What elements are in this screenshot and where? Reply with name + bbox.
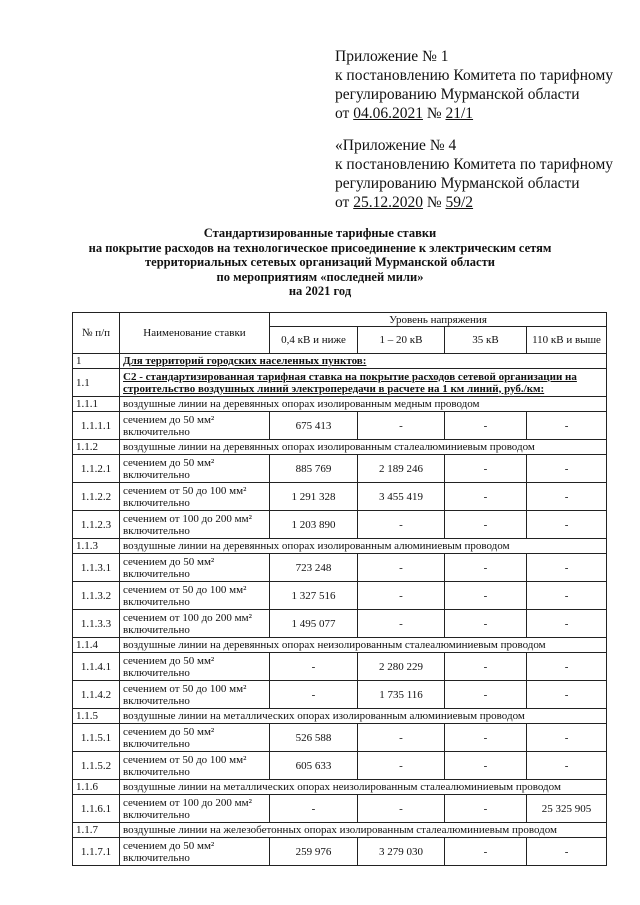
title-line: Стандартизированные тарифные ставки (203, 226, 437, 240)
rate-value-04kv: 885 769 (270, 455, 358, 483)
table-row (73, 610, 607, 638)
rate-num: 1.1.3.2 (73, 582, 120, 610)
header-voltage-04: 0,4 кВ и ниже (270, 327, 358, 354)
rate-num: 1.1.5.1 (73, 724, 120, 752)
rate-value-110kv: - (527, 554, 607, 582)
rate-value-110kv: - (527, 610, 607, 638)
group-num: 1.1.2 (73, 440, 120, 455)
table-row (73, 724, 607, 752)
rate-value-110kv: - (527, 752, 607, 780)
rate-value-04kv: - (270, 795, 358, 823)
group-text: воздушные линии на деревянных опорах изолированным алюминиевым проводом (120, 539, 607, 554)
group-num: 1.1.1 (73, 397, 120, 412)
rate-value-35kv: - (445, 582, 527, 610)
appendix-4-line: к постановлению Комитета по тарифному (335, 156, 614, 173)
tariff-table (72, 312, 607, 866)
rate-value-04kv: - (270, 653, 358, 681)
appendix-4-date: 25.12.2020 (353, 194, 423, 211)
rate-value-04kv: 605 633 (270, 752, 358, 780)
rate-name: сечением от 50 до 100 мм² включительно (120, 752, 270, 780)
document-title (0, 226, 640, 299)
group-num: 1.1.5 (73, 709, 120, 724)
rate-value-04kv: 1 495 077 (270, 610, 358, 638)
rate-name: сечением от 100 до 200 мм² включительно (120, 610, 270, 638)
rate-name: сечением от 50 до 100 мм² включительно (120, 681, 270, 709)
rate-value-04kv: 723 248 (270, 554, 358, 582)
rate-value-110kv: - (527, 511, 607, 539)
rate-value-110kv: - (527, 455, 607, 483)
rate-value-110kv: - (527, 653, 607, 681)
group-num: 1.1.6 (73, 780, 120, 795)
rate-value-04kv: 675 413 (270, 412, 358, 440)
rate-value-110kv: 25 325 905 (527, 795, 607, 823)
table-row (73, 455, 607, 483)
group-row (73, 440, 607, 455)
title-line: на покрытие расходов на технологическое присоединение к электрическим сетям (88, 240, 552, 255)
rate-value-20kv: - (358, 610, 445, 638)
table-row (73, 511, 607, 539)
rate-name: сечением до 50 мм² включительно (120, 653, 270, 681)
rate-value-20kv: 3 455 419 (358, 483, 445, 511)
rate-name: сечением до 50 мм² включительно (120, 554, 270, 582)
table-row (73, 653, 607, 681)
group-row (73, 823, 607, 838)
section-row (73, 354, 607, 369)
rate-value-04kv: 259 976 (270, 838, 358, 866)
rate-num: 1.1.4.1 (73, 653, 120, 681)
appendix-4-number: 59/2 (445, 194, 474, 211)
group-text: воздушные линии на железобетонных опорах изолированным сталеалюминиевым проводом (120, 823, 607, 838)
table-row (73, 681, 607, 709)
rate-name: сечением до 50 мм² включительно (120, 724, 270, 752)
section-num: 1 (73, 354, 120, 369)
rate-num: 1.1.6.1 (73, 795, 120, 823)
rate-value-20kv: - (358, 752, 445, 780)
group-text: воздушные линии на деревянных опорах изолированным сталеалюминиевым проводом (120, 440, 607, 455)
rate-name: сечением от 100 до 200 мм² включительно (120, 795, 270, 823)
rate-value-20kv: 3 279 030 (358, 838, 445, 866)
rate-name: сечением до 50 мм² включительно (120, 412, 270, 440)
group-row (73, 397, 607, 412)
rate-value-20kv: - (358, 511, 445, 539)
appendix-1-number: 21/1 (445, 105, 474, 122)
appendix-1-header (335, 47, 613, 123)
group-row (73, 709, 607, 724)
rate-num: 1.1.2.2 (73, 483, 120, 511)
rate-value-20kv: 1 735 116 (358, 681, 445, 709)
rate-value-110kv: - (527, 681, 607, 709)
table-row (73, 554, 607, 582)
header-name: Наименование ставки (120, 313, 270, 354)
rate-name: сечением до 50 мм² включительно (120, 838, 270, 866)
rate-num: 1.1.4.2 (73, 681, 120, 709)
title-line: территориальных сетевых организаций Мурманской области (145, 255, 495, 269)
rate-value-20kv: - (358, 724, 445, 752)
rate-value-20kv: - (358, 412, 445, 440)
rate-num: 1.1.3.1 (73, 554, 120, 582)
rate-value-35kv: - (445, 752, 527, 780)
rate-value-35kv: - (445, 511, 527, 539)
rate-value-35kv: - (445, 412, 527, 440)
rate-value-110kv: - (527, 838, 607, 866)
group-row (73, 780, 607, 795)
appendix-1-date: 04.06.2021 (353, 105, 423, 122)
header-voltage: Уровень напряжения (270, 313, 607, 327)
appendix-1-line: к постановлению Комитета по тарифному (335, 67, 614, 84)
rate-value-04kv: 526 588 (270, 724, 358, 752)
title-line: по мероприятиям «последней мили» (216, 269, 424, 284)
table-row (73, 752, 607, 780)
group-num: 1.1.7 (73, 823, 120, 838)
rate-value-35kv: - (445, 681, 527, 709)
group-text: воздушные линии на металлических опорах неизолированным сталеалюминиевым проводом (120, 780, 607, 795)
table-row (73, 838, 607, 866)
rate-num: 1.1.5.2 (73, 752, 120, 780)
rate-value-110kv: - (527, 724, 607, 752)
section-num: 1.1 (73, 369, 120, 397)
appendix-1-line: Приложение № 1 (335, 48, 449, 65)
appendix-4-date-line: от 25.12.2020 № 59/2 (335, 194, 474, 211)
rate-value-20kv: 2 280 229 (358, 653, 445, 681)
appendix-1-date-line: от 04.06.2021 № 21/1 (335, 105, 474, 122)
rate-value-35kv: - (445, 724, 527, 752)
table-header-row (73, 313, 607, 327)
header-voltage-35: 35 кВ (445, 327, 527, 354)
group-text: воздушные линии на металлических опорах изолированным алюминиевым проводом (120, 709, 607, 724)
rate-value-35kv: - (445, 653, 527, 681)
group-text: воздушные линии на деревянных опорах неизолированным сталеалюминиевым проводом (120, 638, 607, 653)
table-row (73, 483, 607, 511)
appendix-4-line: регулированию Мурманской области (335, 175, 580, 192)
rate-value-20kv: - (358, 795, 445, 823)
rate-value-20kv: - (358, 554, 445, 582)
rate-value-110kv: - (527, 412, 607, 440)
rate-name: сечением до 50 мм² включительно (120, 455, 270, 483)
title-line: на 2021 год (288, 284, 352, 298)
rate-name: сечением от 50 до 100 мм² включительно (120, 582, 270, 610)
rate-name: сечением от 100 до 200 мм² включительно (120, 511, 270, 539)
section-text: Для территорий городских населенных пунктов: (120, 354, 607, 369)
section-text: С2 - стандартизированная тарифная ставка на покрытие расходов сетевой организации на строительство воздушных линий электропередачи в расчете на 1 км линий, руб./км: (120, 369, 607, 397)
rate-value-04kv: - (270, 681, 358, 709)
group-num: 1.1.3 (73, 539, 120, 554)
group-row (73, 638, 607, 653)
appendix-1-line: регулированию Мурманской области (335, 86, 580, 103)
rate-value-35kv: - (445, 554, 527, 582)
appendix-4-line: «Приложение № 4 (335, 137, 457, 154)
rate-num: 1.1.2.1 (73, 455, 120, 483)
rate-num: 1.1.3.3 (73, 610, 120, 638)
appendix-4-header (335, 136, 613, 212)
section-row (73, 369, 607, 397)
rate-value-20kv: 2 189 246 (358, 455, 445, 483)
rate-num: 1.1.7.1 (73, 838, 120, 866)
rate-value-04kv: 1 203 890 (270, 511, 358, 539)
rate-value-35kv: - (445, 795, 527, 823)
rate-value-110kv: - (527, 483, 607, 511)
rate-value-110kv: - (527, 582, 607, 610)
table-row (73, 795, 607, 823)
rate-value-35kv: - (445, 838, 527, 866)
header-voltage-20: 1 – 20 кВ (358, 327, 445, 354)
table-row (73, 582, 607, 610)
rate-name: сечением от 50 до 100 мм² включительно (120, 483, 270, 511)
rate-value-04kv: 1 291 328 (270, 483, 358, 511)
rate-value-20kv: - (358, 582, 445, 610)
group-row (73, 539, 607, 554)
header-num: № п/п (73, 313, 120, 354)
group-text: воздушные линии на деревянных опорах изолированным медным проводом (120, 397, 607, 412)
rate-value-35kv: - (445, 455, 527, 483)
group-num: 1.1.4 (73, 638, 120, 653)
rate-num: 1.1.2.3 (73, 511, 120, 539)
header-voltage-110: 110 кВ и выше (527, 327, 607, 354)
rate-num: 1.1.1.1 (73, 412, 120, 440)
rate-value-35kv: - (445, 610, 527, 638)
table-row (73, 412, 607, 440)
rate-value-35kv: - (445, 483, 527, 511)
rate-value-04kv: 1 327 516 (270, 582, 358, 610)
